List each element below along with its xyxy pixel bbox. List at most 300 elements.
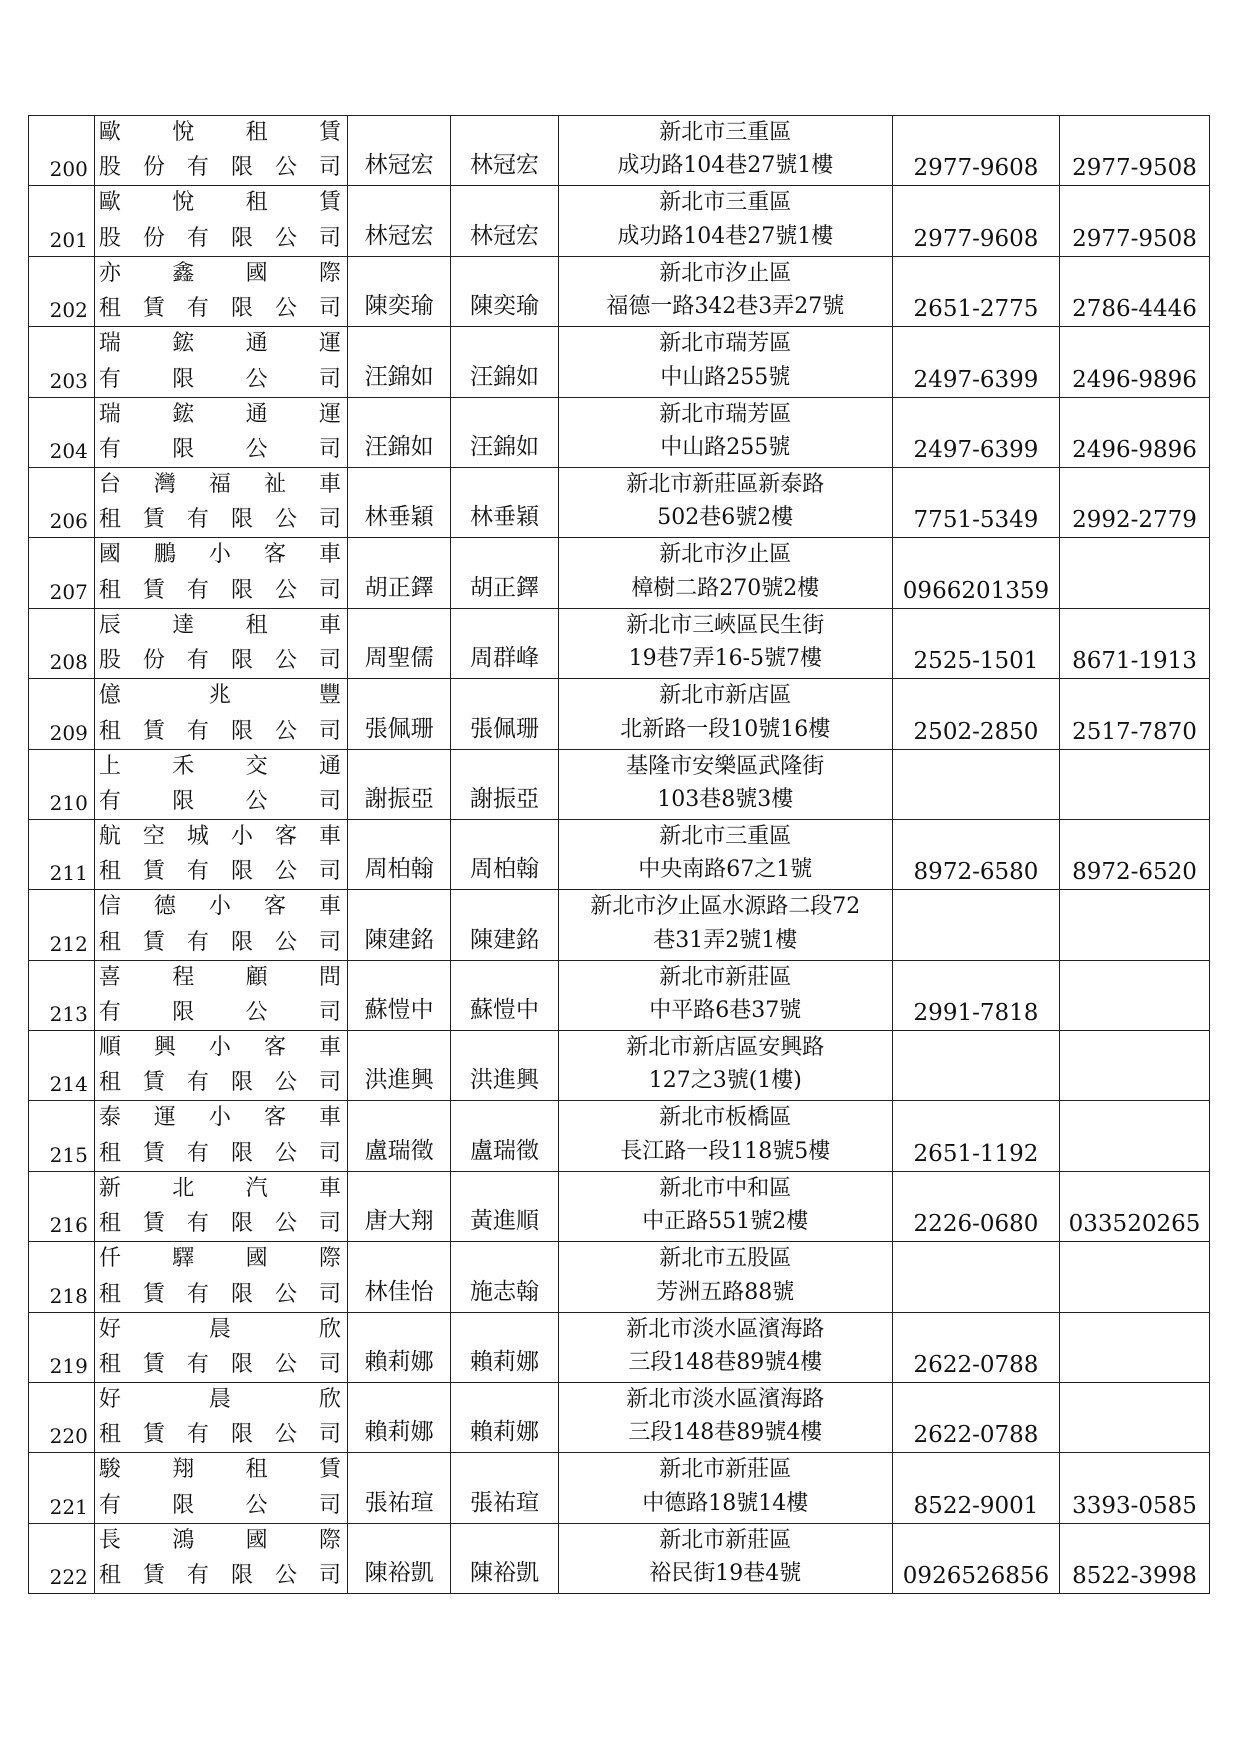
table-row (29, 819, 1210, 889)
manager-name: 汪錦如 (470, 433, 539, 460)
address-line2: 巷31弄2號1樓 (653, 927, 798, 953)
manager-cell (451, 1383, 558, 1453)
manager-cell (451, 1523, 558, 1593)
company-name-line2: 股份有限公司 (98, 648, 342, 674)
company-name-line2: 租賃有限公司 (98, 1422, 342, 1448)
fax-cell (1060, 327, 1210, 397)
manager-name: 蘇愷中 (470, 997, 539, 1024)
owner-name: 汪錦如 (364, 433, 434, 460)
row-number: 211 (49, 861, 88, 886)
phone-cell (892, 608, 1059, 678)
manager-cell (451, 1171, 558, 1241)
address-line2: 中正路551號2樓 (642, 1209, 809, 1235)
fax-cell (1060, 890, 1210, 960)
address-line2: 福德一路342巷3弄27號 (606, 294, 845, 320)
manager-cell (451, 1453, 558, 1523)
phone-number: 2651-1192 (913, 1140, 1039, 1167)
manager-cell (451, 467, 558, 537)
fax-cell (1060, 1242, 1210, 1312)
row-number: 200 (49, 157, 88, 182)
address-cell (558, 1523, 892, 1593)
address-line1: 基隆市安樂區武隆街 (626, 753, 825, 779)
owner-name: 林佳怡 (364, 1278, 434, 1305)
table-row (29, 890, 1210, 960)
address-cell (558, 256, 892, 326)
company-name-line2: 租賃有限公司 (98, 1563, 342, 1589)
address-cell (558, 749, 892, 819)
address-line1: 新北市三峽區民生街 (626, 612, 825, 638)
manager-name: 陳裕凱 (470, 1560, 539, 1587)
owner-cell (348, 819, 451, 889)
phone-number: 2226-0680 (913, 1211, 1039, 1238)
fax-cell (1060, 1523, 1210, 1593)
phone-cell (892, 819, 1059, 889)
phone-cell (892, 1453, 1059, 1523)
fax-number: 8522-3998 (1072, 1563, 1197, 1590)
row-number: 213 (49, 1002, 88, 1027)
address-line2: 中央南路67之1號 (638, 857, 813, 883)
manager-name: 林垂穎 (470, 504, 539, 531)
phone-number: 8972-6580 (913, 859, 1039, 886)
owner-cell (348, 1031, 451, 1101)
owner-name: 林垂穎 (364, 504, 434, 531)
address-line2: 芳洲五路88號 (656, 1279, 795, 1305)
phone-cell (892, 1523, 1059, 1593)
table-row (29, 1101, 1210, 1171)
fax-number: 033520265 (1068, 1211, 1201, 1238)
address-line1: 新北市新莊區新泰路 (626, 471, 825, 497)
company-name-line1: 瑞鋐通運 (98, 401, 342, 427)
fax-cell (1060, 467, 1210, 537)
company-name-cell (94, 327, 347, 397)
phone-number: 2977-9608 (913, 155, 1039, 182)
row-number-cell (29, 1031, 95, 1101)
table-row (29, 116, 1210, 186)
row-number: 201 (49, 227, 88, 252)
address-line1: 新北市三重區 (659, 823, 792, 849)
phone-cell (892, 1101, 1059, 1171)
owner-name: 陳建銘 (364, 926, 434, 953)
company-name-line1: 上禾交通 (98, 753, 342, 779)
company-name-line1: 新北汽車 (98, 1175, 342, 1201)
row-number-cell (29, 1523, 95, 1593)
fax-cell (1060, 679, 1210, 749)
phone-number: 2991-7818 (913, 1000, 1039, 1027)
owner-cell (348, 1312, 451, 1382)
address-line2: 中山路255號 (660, 364, 791, 390)
company-name-line1: 國鵬小客車 (98, 542, 342, 568)
company-name-cell (94, 1171, 347, 1241)
address-cell (558, 1101, 892, 1171)
address-line2: 成功路104巷27號1樓 (617, 153, 834, 179)
address-line1: 新北市汐止區 (659, 260, 792, 286)
fax-number: 2977-9508 (1072, 225, 1197, 252)
phone-number: 2977-9608 (913, 225, 1039, 252)
address-cell (558, 608, 892, 678)
fax-cell (1060, 538, 1210, 608)
row-number: 209 (49, 720, 88, 745)
manager-cell (451, 608, 558, 678)
address-cell (558, 1383, 892, 1453)
fax-cell (1060, 819, 1210, 889)
company-name-cell (94, 256, 347, 326)
company-name-line1: 長鴻國際 (98, 1527, 342, 1553)
address-line1: 新北市新莊區 (659, 1527, 792, 1553)
company-name-cell (94, 1101, 347, 1171)
owner-name: 蘇愷中 (364, 997, 434, 1024)
company-name-cell (94, 960, 347, 1030)
address-line1: 新北市新莊區 (659, 964, 792, 990)
owner-name: 唐大翔 (364, 1208, 434, 1235)
owner-cell (348, 1101, 451, 1171)
manager-name: 張佩珊 (470, 715, 539, 742)
fax-cell (1060, 256, 1210, 326)
company-name-cell (94, 608, 347, 678)
manager-cell (451, 1312, 558, 1382)
owner-name: 汪錦如 (364, 363, 434, 390)
manager-name: 施志翰 (470, 1278, 539, 1305)
phone-number: 2622-0788 (913, 1352, 1039, 1379)
address-line1: 新北市汐止區 (659, 542, 792, 568)
company-name-cell (94, 1453, 347, 1523)
manager-name: 胡正鐸 (470, 574, 539, 601)
owner-cell (348, 608, 451, 678)
company-name-line2: 有限公司 (98, 788, 342, 814)
company-name-line1: 台灣福祉車 (98, 471, 342, 497)
address-line1: 新北市新莊區 (659, 1457, 792, 1483)
manager-cell (451, 186, 558, 256)
phone-number: 2502-2850 (913, 718, 1039, 745)
address-cell (558, 327, 892, 397)
table-row (29, 608, 1210, 678)
address-cell (558, 116, 892, 186)
owner-name: 陳裕凱 (364, 1560, 434, 1587)
row-number: 215 (49, 1142, 88, 1167)
company-name-line2: 租賃有限公司 (98, 296, 342, 322)
phone-number: 2497-6399 (913, 366, 1039, 393)
address-cell (558, 186, 892, 256)
company-name-line2: 有限公司 (98, 1000, 342, 1026)
manager-name: 洪進興 (470, 1067, 539, 1094)
phone-cell (892, 467, 1059, 537)
address-cell (558, 538, 892, 608)
row-number-cell (29, 116, 95, 186)
company-name-cell (94, 538, 347, 608)
company-name-line2: 有限公司 (98, 436, 342, 462)
company-name-line1: 順興小客車 (98, 1035, 342, 1061)
table-row (29, 256, 1210, 326)
address-line1: 新北市新店區安興路 (626, 1035, 825, 1061)
company-name-line1: 辰達租車 (98, 612, 342, 638)
row-number-cell (29, 397, 95, 467)
company-name-cell (94, 186, 347, 256)
fax-cell (1060, 1101, 1210, 1171)
row-number: 207 (49, 579, 88, 604)
table-row (29, 1242, 1210, 1312)
phone-cell (892, 1242, 1059, 1312)
address-cell (558, 890, 892, 960)
fax-number: 8972-6520 (1072, 859, 1197, 886)
address-cell (558, 1031, 892, 1101)
manager-name: 周群峰 (470, 645, 539, 672)
registry-rows (29, 116, 1210, 1594)
phone-cell (892, 679, 1059, 749)
address-line2: 三段148巷89號4樓 (628, 1420, 823, 1446)
owner-cell (348, 1171, 451, 1241)
company-name-line1: 泰運小客車 (98, 1105, 342, 1131)
table-row (29, 186, 1210, 256)
owner-cell (348, 1453, 451, 1523)
company-name-line1: 歐悅租賃 (98, 190, 342, 216)
address-cell (558, 819, 892, 889)
phone-number: 2622-0788 (913, 1422, 1039, 1449)
table-row (29, 1171, 1210, 1241)
owner-cell (348, 1523, 451, 1593)
company-name-line1: 喜程顧問 (98, 964, 342, 990)
row-number-cell (29, 186, 95, 256)
row-number: 204 (49, 438, 88, 463)
row-number: 210 (49, 790, 88, 815)
fax-cell (1060, 397, 1210, 467)
row-number-cell (29, 1101, 95, 1171)
fax-number: 2992-2779 (1072, 507, 1197, 534)
company-name-line2: 租賃有限公司 (98, 507, 342, 533)
company-name-line2: 租賃有限公司 (98, 718, 342, 744)
table-row (29, 1031, 1210, 1101)
company-name-line1: 亦鑫國際 (98, 260, 342, 286)
row-number: 212 (49, 931, 88, 956)
row-number: 202 (49, 298, 88, 323)
address-line2: 中德路18號14樓 (642, 1490, 809, 1516)
owner-name: 林冠宏 (364, 222, 434, 249)
row-number-cell (29, 608, 95, 678)
manager-cell (451, 679, 558, 749)
company-name-line2: 租賃有限公司 (98, 1281, 342, 1307)
company-name-line2: 有限公司 (98, 1492, 342, 1518)
company-name-line1: 瑞鋐通運 (98, 331, 342, 357)
company-name-cell (94, 1242, 347, 1312)
address-line2: 長江路一段118號5樓 (620, 1138, 831, 1164)
manager-cell (451, 749, 558, 819)
address-line1: 新北市三重區 (659, 120, 792, 145)
row-number-cell (29, 1453, 95, 1523)
company-name-line2: 租賃有限公司 (98, 1140, 342, 1166)
manager-name: 林冠宏 (470, 222, 539, 249)
fax-cell (1060, 1453, 1210, 1523)
owner-cell (348, 1242, 451, 1312)
row-number-cell (29, 749, 95, 819)
manager-cell (451, 1101, 558, 1171)
address-cell (558, 1312, 892, 1382)
table-row (29, 1383, 1210, 1453)
manager-cell (451, 397, 558, 467)
row-number-cell (29, 1312, 95, 1382)
owner-cell (348, 116, 451, 186)
row-number: 219 (49, 1354, 88, 1379)
fax-cell (1060, 1171, 1210, 1241)
phone-number: 7751-5349 (913, 507, 1039, 534)
phone-cell (892, 1312, 1059, 1382)
fax-cell (1060, 1312, 1210, 1382)
owner-cell (348, 960, 451, 1030)
company-name-line2: 股份有限公司 (98, 225, 342, 251)
row-number-cell (29, 467, 95, 537)
fax-number: 2496-9896 (1072, 366, 1197, 393)
manager-cell (451, 116, 558, 186)
company-name-line1: 億兆豐 (98, 683, 342, 709)
phone-cell (892, 116, 1059, 186)
address-line1: 新北市中和區 (659, 1175, 792, 1201)
row-number: 218 (49, 1283, 88, 1308)
manager-name: 張祐瑄 (470, 1489, 539, 1516)
address-line2: 成功路104巷27號1樓 (617, 223, 834, 249)
company-name-line2: 租賃有限公司 (98, 929, 342, 955)
manager-name: 謝振亞 (470, 785, 539, 812)
table-row (29, 327, 1210, 397)
address-line1: 新北市瑞芳區 (659, 401, 792, 427)
address-line1: 新北市汐止區水源路二段72 (590, 894, 861, 920)
manager-name: 黃進順 (470, 1208, 539, 1235)
row-number-cell (29, 1171, 95, 1241)
phone-cell (892, 1383, 1059, 1453)
address-line2: 中山路255號 (660, 434, 791, 460)
address-line1: 新北市五股區 (659, 1246, 792, 1272)
phone-cell (892, 327, 1059, 397)
owner-name: 周聖儒 (364, 645, 434, 672)
company-name-line2: 租賃有限公司 (98, 1211, 342, 1237)
fax-cell (1060, 116, 1210, 186)
address-cell (558, 467, 892, 537)
fax-cell (1060, 749, 1210, 819)
owner-cell (348, 327, 451, 397)
owner-name: 林冠宏 (364, 152, 434, 179)
phone-number: 2525-1501 (913, 648, 1039, 675)
manager-cell (451, 1242, 558, 1312)
owner-name: 賴莉娜 (364, 1419, 434, 1446)
fax-number: 2496-9896 (1072, 436, 1197, 463)
address-line1: 新北市三重區 (659, 190, 792, 216)
phone-number: 8522-9001 (913, 1492, 1039, 1519)
row-number: 206 (49, 509, 88, 534)
address-line2: 502巷6號2樓 (657, 505, 794, 531)
owner-name: 謝振亞 (364, 785, 434, 812)
company-name-line2: 有限公司 (98, 366, 342, 392)
company-name-line1: 駿翔租賃 (98, 1457, 342, 1483)
address-cell (558, 960, 892, 1030)
address-cell (558, 1242, 892, 1312)
phone-cell (892, 749, 1059, 819)
address-line1: 新北市板橋區 (659, 1105, 792, 1131)
manager-name: 陳奕瑜 (470, 293, 539, 320)
address-line2: 19巷7弄16-5號7樓 (628, 646, 823, 672)
owner-name: 胡正鐸 (364, 574, 434, 601)
table-row (29, 467, 1210, 537)
address-line1: 新北市淡水區濱海路 (626, 1316, 825, 1342)
company-name-line2: 租賃有限公司 (98, 1070, 342, 1096)
manager-cell (451, 819, 558, 889)
fax-cell (1060, 186, 1210, 256)
table-row (29, 1312, 1210, 1382)
fax-cell (1060, 608, 1210, 678)
manager-cell (451, 538, 558, 608)
row-number-cell (29, 960, 95, 1030)
row-number-cell (29, 890, 95, 960)
manager-name: 周柏翰 (470, 856, 539, 883)
address-cell (558, 1453, 892, 1523)
company-name-cell (94, 1312, 347, 1382)
owner-cell (348, 397, 451, 467)
owner-name: 賴莉娜 (364, 1349, 434, 1376)
address-line2: 103巷8號3樓 (657, 786, 794, 812)
manager-name: 汪錦如 (470, 363, 539, 390)
company-name-cell (94, 397, 347, 467)
company-name-line2: 租賃有限公司 (98, 859, 342, 885)
fax-cell (1060, 1383, 1210, 1453)
phone-cell (892, 960, 1059, 1030)
row-number: 220 (49, 1424, 88, 1449)
address-line1: 新北市瑞芳區 (659, 331, 792, 357)
row-number: 203 (49, 368, 88, 393)
phone-cell (892, 186, 1059, 256)
owner-cell (348, 467, 451, 537)
company-name-line2: 租賃有限公司 (98, 1352, 342, 1378)
manager-cell (451, 1031, 558, 1101)
table-row (29, 397, 1210, 467)
manager-name: 賴莉娜 (470, 1349, 539, 1376)
fax-number: 2977-9508 (1072, 155, 1197, 182)
table-row (29, 960, 1210, 1030)
manager-name: 賴莉娜 (470, 1419, 539, 1446)
manager-name: 陳建銘 (470, 926, 539, 953)
address-cell (558, 1171, 892, 1241)
company-name-cell (94, 890, 347, 960)
owner-cell (348, 749, 451, 819)
company-name-line1: 好晨欣 (98, 1316, 342, 1342)
row-number: 216 (49, 1213, 88, 1238)
row-number: 222 (49, 1565, 88, 1590)
phone-number: 0926526856 (902, 1563, 1050, 1590)
company-name-line1: 航空城小客車 (98, 823, 342, 849)
table-row (29, 1523, 1210, 1593)
owner-cell (348, 1383, 451, 1453)
company-name-cell (94, 819, 347, 889)
owner-cell (348, 679, 451, 749)
company-name-line1: 歐悅租賃 (98, 120, 342, 145)
owner-name: 洪進興 (364, 1067, 434, 1094)
row-number-cell (29, 1383, 95, 1453)
fax-number: 2786-4446 (1072, 296, 1197, 323)
owner-name: 張佩珊 (364, 715, 434, 742)
company-name-line1: 信德小客車 (98, 894, 342, 920)
fax-number: 3393-0585 (1072, 1492, 1197, 1519)
fax-number: 2517-7870 (1072, 718, 1197, 745)
row-number-cell (29, 819, 95, 889)
company-name-cell (94, 1523, 347, 1593)
phone-cell (892, 397, 1059, 467)
row-number: 221 (49, 1494, 88, 1519)
table-row (29, 1453, 1210, 1523)
row-number-cell (29, 538, 95, 608)
fax-number: 8671-1913 (1072, 648, 1197, 675)
address-cell (558, 397, 892, 467)
phone-cell (892, 890, 1059, 960)
company-name-line2: 租賃有限公司 (98, 577, 342, 603)
address-line2: 裕民街19巷4號 (649, 1561, 802, 1587)
owner-name: 陳奕瑜 (364, 293, 434, 320)
row-number-cell (29, 1242, 95, 1312)
owner-cell (348, 186, 451, 256)
address-line2: 北新路一段10號16樓 (620, 716, 831, 742)
